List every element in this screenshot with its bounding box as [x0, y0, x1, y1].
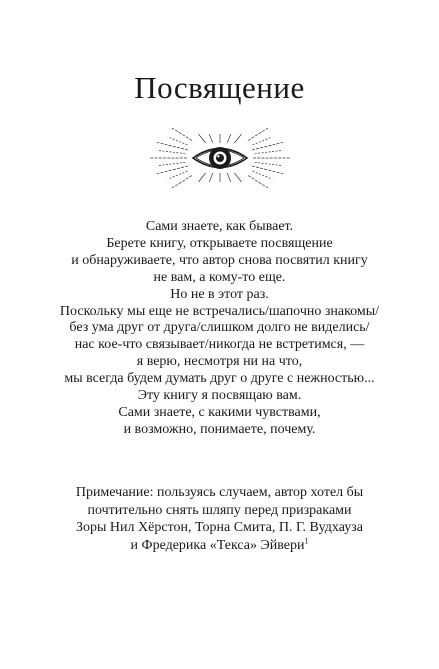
- dedication-line: Но не в этот раз.: [170, 286, 269, 302]
- eye-icon: [143, 128, 297, 188]
- eye-ray: [159, 162, 185, 165]
- eye-ray: [248, 176, 270, 189]
- eye-ray: [253, 171, 273, 179]
- dedication-text: [0, 219, 439, 439]
- dedication-line: Эту книгу я посвящаю вам.: [137, 388, 302, 404]
- note-line-last: [0, 537, 439, 555]
- eye-ray: [234, 173, 241, 182]
- dedication-line: и обнаруживаете, что автор снова посвятил книгу: [71, 252, 368, 268]
- note-line: Зоры Нил Хёрстон, Торна Смита, П. Г. Вудхауза: [76, 520, 363, 535]
- eye-ray: [255, 162, 281, 165]
- author-note: [0, 484, 439, 554]
- dedication-line: мы всегда будем думать друг о друге с нежностью...: [64, 371, 375, 387]
- dedication-line: и возможно, понимаете, почему.: [123, 421, 316, 437]
- eye-ray: [159, 151, 185, 154]
- footnote-mark: 1: [304, 535, 309, 545]
- dedication-line: не вам, а кому-то еще.: [153, 269, 286, 285]
- note-last-text: и Фредерика «Текса» Эйвери: [130, 537, 305, 553]
- eye-ray: [248, 128, 270, 141]
- eye-ray: [253, 137, 273, 145]
- eye-ray: [227, 173, 231, 182]
- dedication-line: без ума друг от друга/слишком долго не виделись/: [69, 320, 370, 336]
- eye-ray: [170, 128, 192, 141]
- note-line: Примечание: пользуясь случаем, автор хотел бы: [75, 485, 364, 500]
- eye-ray: [255, 151, 281, 154]
- eye-ray: [170, 176, 192, 189]
- dedication-line: Сами знаете, как бывает.: [145, 219, 294, 234]
- dedication-line: нас кое-что связывает/никогда не встретимся, —: [74, 337, 365, 353]
- note-line: почтительно снять шляпу перед призраками: [87, 502, 352, 518]
- page-title: Посвящение: [134, 70, 305, 105]
- eye-ray: [198, 173, 205, 182]
- eye-ray: [227, 134, 231, 143]
- eye-ray: [198, 134, 205, 143]
- eye-ray: [209, 134, 213, 143]
- dedication-line: Сами знаете, с какими чувствами,: [118, 404, 321, 420]
- eye-ray: [234, 134, 241, 143]
- dedication-line: Берете книгу, открываете посвящение: [106, 235, 333, 251]
- eye-ray: [168, 171, 188, 179]
- eye-ray: [168, 137, 188, 145]
- eye-ray: [209, 173, 213, 182]
- dedication-line: Поскольку мы еще не встречались/шапочно знакомы/: [59, 303, 380, 319]
- dedication-line: я верю, несмотря ни на что,: [136, 354, 303, 370]
